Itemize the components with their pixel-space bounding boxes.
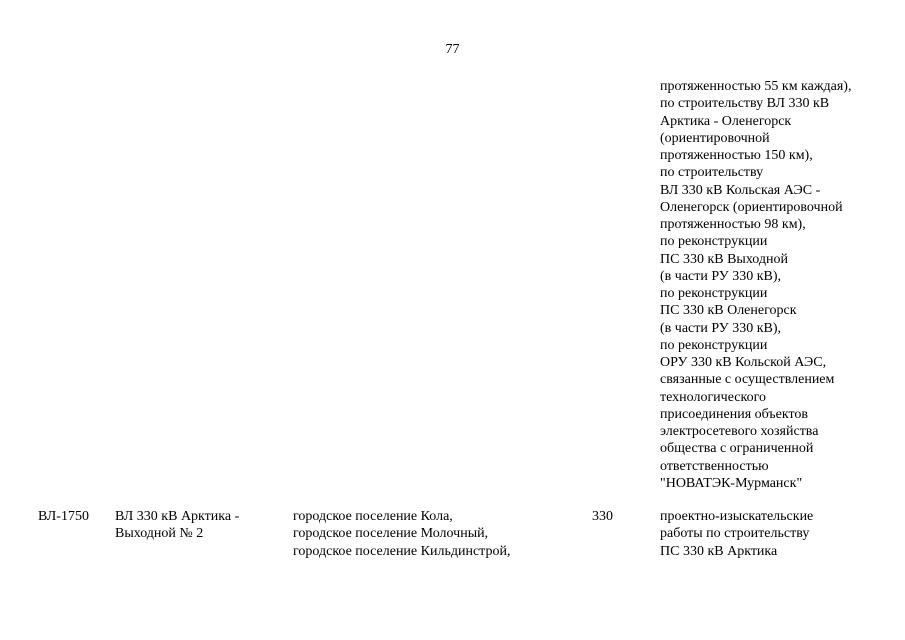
location-line: городское поселение Кильдинстрой, (293, 543, 511, 559)
object-name-line: ВЛ 330 кВ Арктика - (115, 509, 240, 524)
continuation-line: (в части РУ 330 кВ), (660, 320, 782, 336)
continuation-line: протяженностью 55 км каждая), (660, 79, 852, 94)
object-name-cell (115, 508, 239, 543)
continuation-line: ПС 330 кВ Выходной (660, 251, 789, 267)
continuation-line: Оленегорск (ориентировочной (660, 199, 843, 215)
voltage-value: 330 (592, 509, 613, 524)
work-description-line: работы по строительству (660, 526, 810, 542)
continuation-line: ответственностью (660, 458, 769, 474)
page-number: 77 (445, 42, 460, 57)
continuation-line: Арктика - Оленегорск (660, 113, 792, 129)
object-code: ВЛ-1750 (38, 509, 89, 524)
continuation-line: общества с ограниченной (660, 441, 814, 457)
location-line: городское поселение Кола, (293, 509, 453, 524)
continuation-line: по реконструкции (660, 337, 768, 353)
work-description-cell (660, 508, 813, 560)
continuation-line: электросетевого хозяйства (660, 424, 819, 439)
object-code-cell (38, 508, 89, 525)
continuation-line: связанные с осуществлением (660, 372, 835, 388)
work-description-line: ПС 330 кВ Арктика (660, 543, 778, 559)
continuation-line: протяженностью 150 км), (660, 148, 813, 163)
continuation-line: протяженностью 98 км), (660, 217, 806, 232)
object-name-line: Выходной № 2 (115, 526, 204, 542)
work-description-line: проектно-изыскательские (660, 509, 814, 524)
continuation-line: "НОВАТЭК-Мурманск" (660, 475, 803, 491)
voltage-cell (592, 508, 613, 525)
continuation-line: присоединения объектов (660, 406, 809, 422)
continuation-line: по строительству ВЛ 330 кВ (660, 96, 830, 112)
continuation-line: по реконструкции (660, 286, 768, 301)
continuation-line: ПС 330 кВ Оленегорск (660, 303, 797, 319)
continuation-line: ВЛ 330 кВ Кольская АЭС - (660, 182, 821, 198)
continuation-text-block (660, 78, 890, 492)
location-cell (293, 508, 510, 560)
table-row (0, 508, 905, 568)
continuation-line: ОРУ 330 кВ Кольской АЭС, (660, 355, 827, 370)
continuation-line: по реконструкции (660, 234, 768, 250)
location-line: городское поселение Молочный, (293, 526, 489, 542)
continuation-line: (ориентировочной (660, 130, 770, 146)
continuation-line: (в части РУ 330 кВ), (660, 268, 782, 284)
continuation-line: по строительству (660, 165, 764, 181)
continuation-line: технологического (660, 389, 766, 405)
